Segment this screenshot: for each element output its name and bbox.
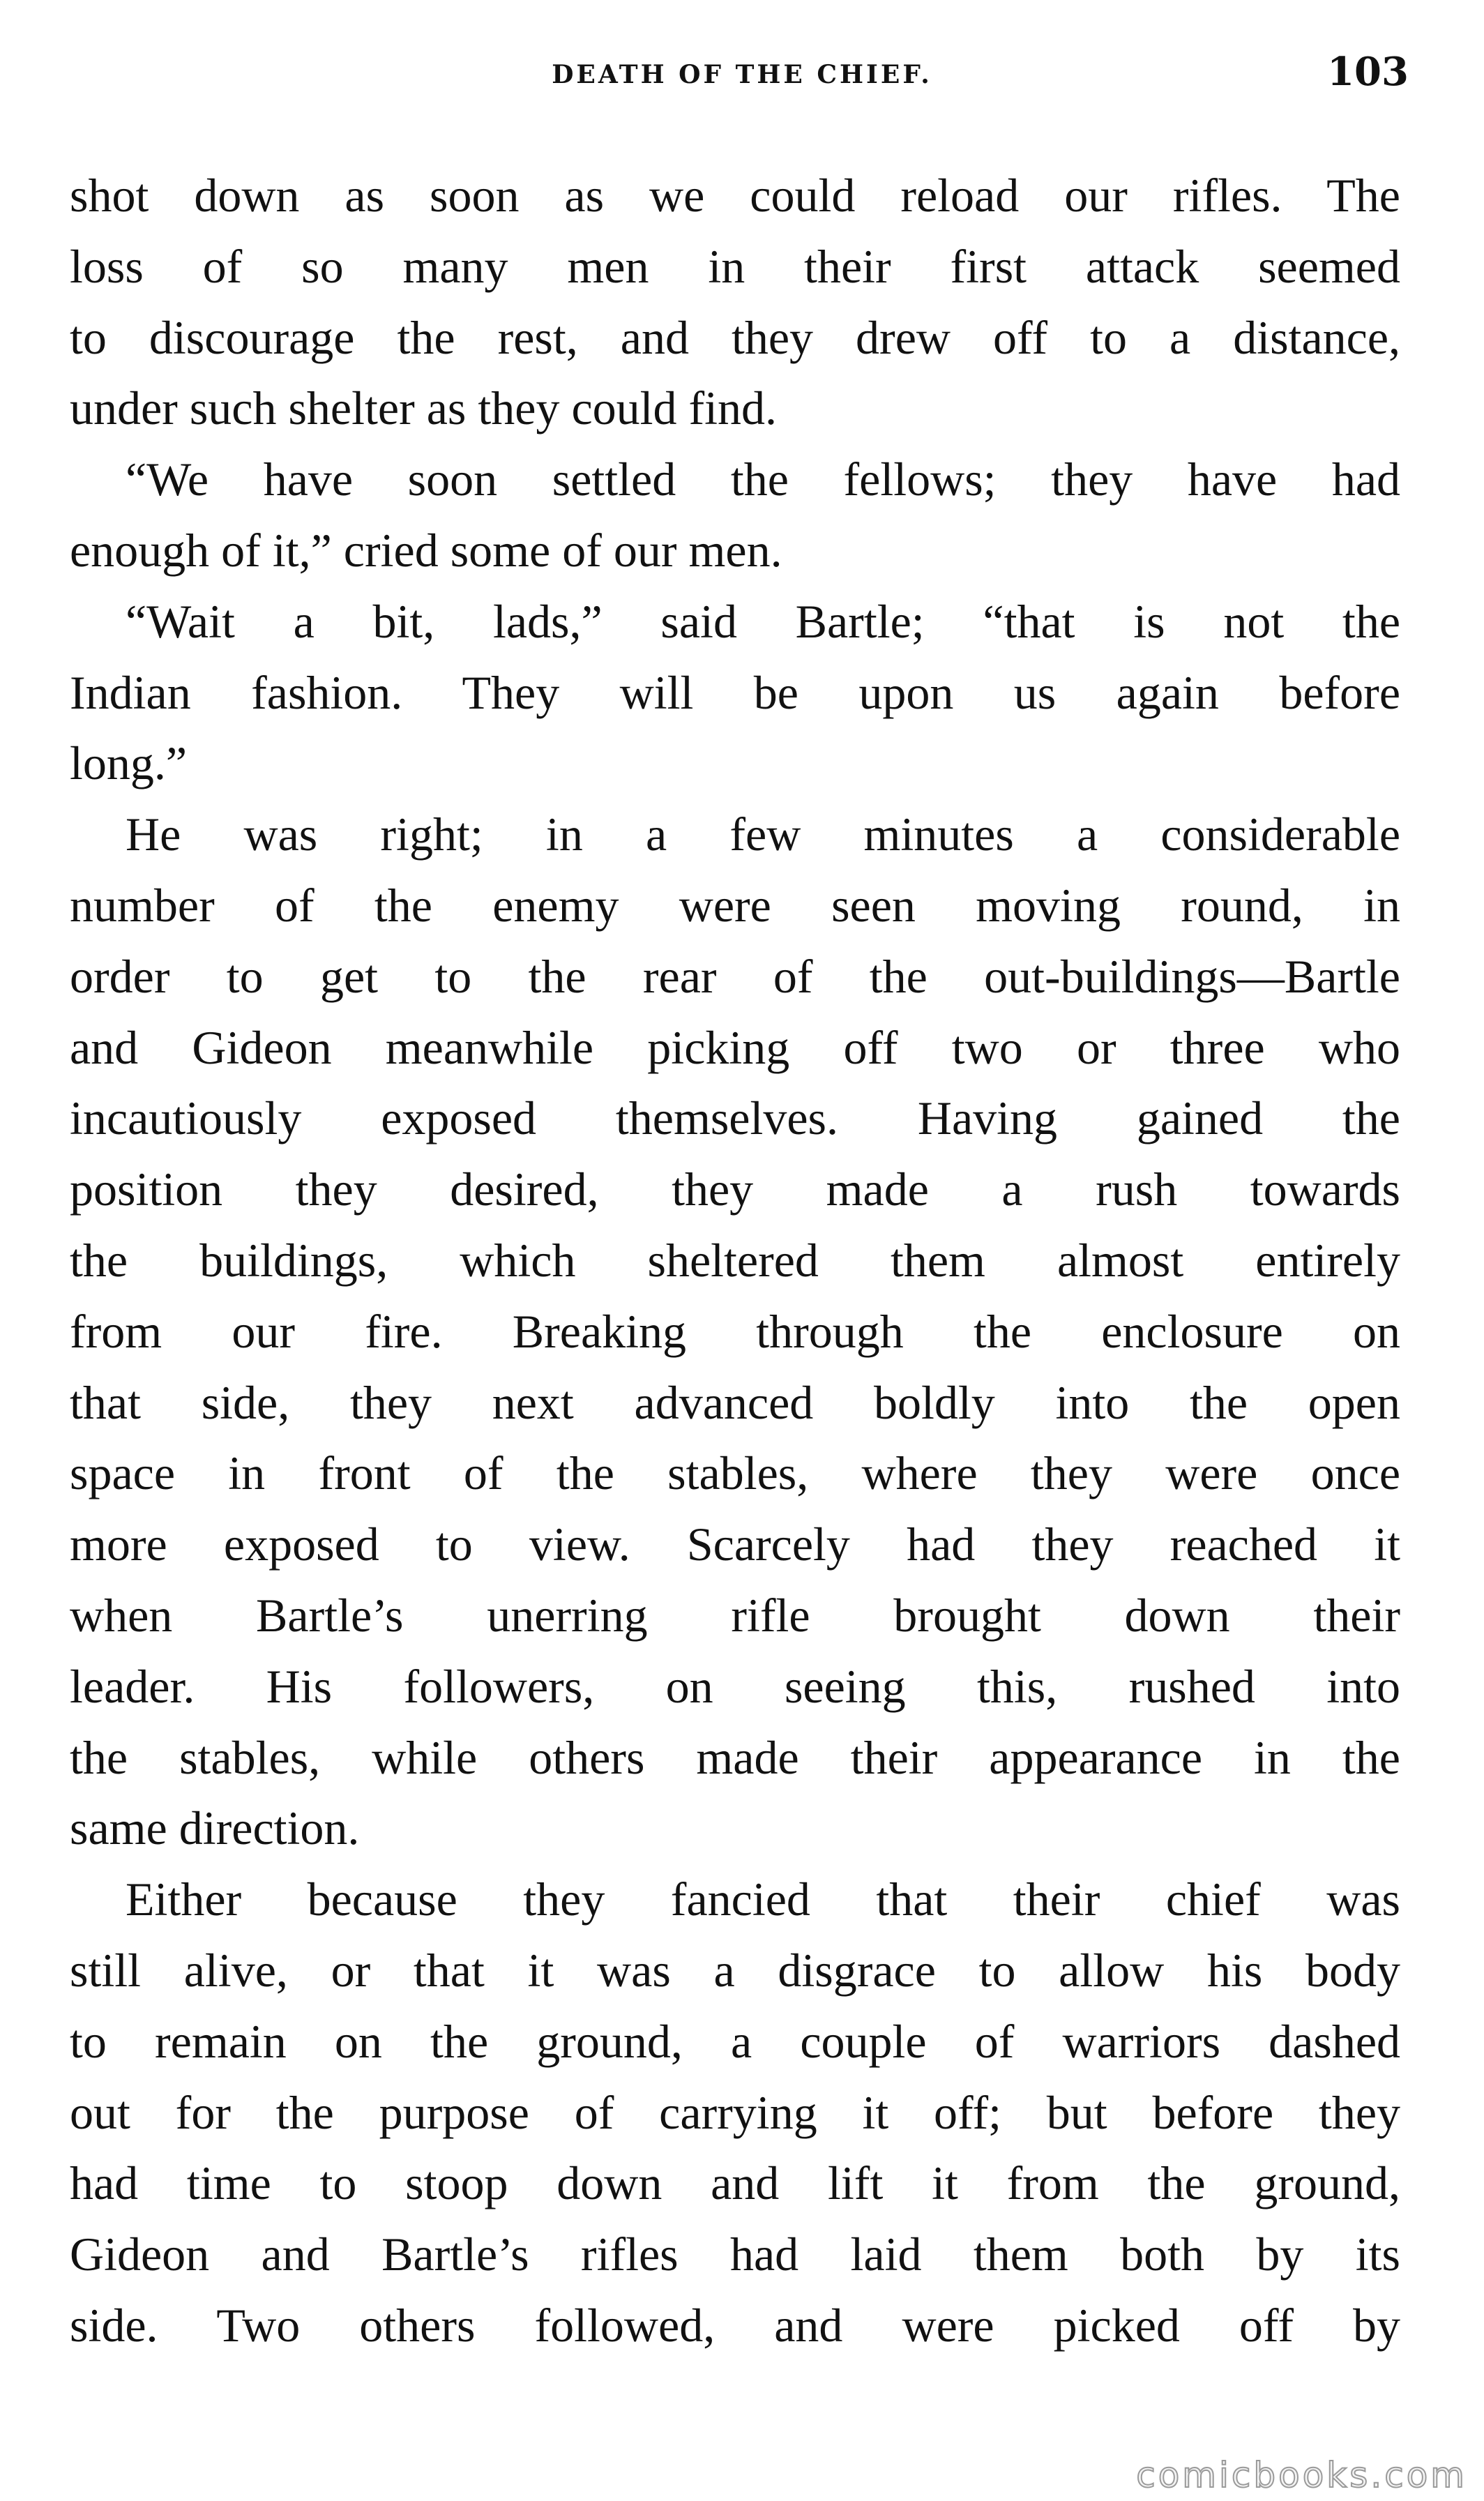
text-line: to remain on the ground, a couple of warriors dashed xyxy=(70,2014,1400,2068)
text-line: shot down as soon as we could reload our rifles. The xyxy=(70,169,1400,222)
text-line: He was right; in a few minutes a considerable xyxy=(126,808,1400,861)
text-line: still alive, or that it was a disgrace to allow his body xyxy=(70,1943,1400,1997)
text-line: and Gideon meanwhile picking off two or three who xyxy=(70,1020,1400,1074)
page-number: 103 xyxy=(1327,49,1409,95)
text-line: when Bartle’s unerring rifle brought down their xyxy=(70,1588,1400,1642)
text-line: incautiously exposed themselves. Having gained the xyxy=(70,1091,1400,1145)
text-line: side. Two others followed, and were picked off by xyxy=(70,2298,1400,2352)
text-line: had time to stoop down and lift it from the ground, xyxy=(70,2156,1400,2210)
text-line: enough of it,” cried some of our men. xyxy=(70,523,782,577)
text-line: “We have soon settled the fellows; they have had xyxy=(126,453,1400,506)
text-line: the stables, while others made their appearance in the xyxy=(70,1730,1400,1784)
text-line: number of the enemy were seen moving round, in xyxy=(70,878,1400,932)
text-line: the buildings, which sheltered them almost entirely xyxy=(70,1233,1400,1287)
text-line: under such shelter as they could find. xyxy=(70,381,778,435)
text-line: space in front of the stables, where they were once xyxy=(70,1446,1400,1500)
text-line: Gideon and Bartle’s rifles had laid them both by its xyxy=(70,2228,1400,2281)
watermark: comicbooks.com xyxy=(1136,2455,1467,2495)
text-line: leader. His followers, on seeing this, rushed into xyxy=(70,1659,1400,1713)
body-text xyxy=(70,160,1400,2362)
text-line: “Wait a bit, lads,” said Bartle; “that is not the xyxy=(126,594,1400,648)
text-line: that side, they next advanced boldly into the open xyxy=(70,1375,1400,1429)
text-line: loss of so many men in their first attack seemed xyxy=(70,239,1400,293)
text-line: from our fire. Breaking through the enclosure on xyxy=(70,1304,1400,1358)
page-header xyxy=(70,49,1414,112)
text-line: position they desired, they made a rush towards xyxy=(70,1163,1400,1216)
text-line: long.” xyxy=(70,736,188,790)
text-line: order to get to the rear of the out-buildings—Bartle xyxy=(70,949,1400,1003)
text-line: to discourage the rest, and they drew off to a distance, xyxy=(70,310,1400,364)
text-line: Either because they fancied that their chief was xyxy=(126,1873,1400,1926)
text-line: more exposed to view. Scarcely had they reached it xyxy=(70,1518,1400,1571)
running-head: DEATH OF THE CHIEF. xyxy=(552,60,932,89)
text-line: Indian fashion. They will be upon us again before xyxy=(70,665,1400,719)
text-line: same direction. xyxy=(70,1801,360,1855)
text-line: out for the purpose of carrying it off; but before they xyxy=(70,2085,1400,2139)
